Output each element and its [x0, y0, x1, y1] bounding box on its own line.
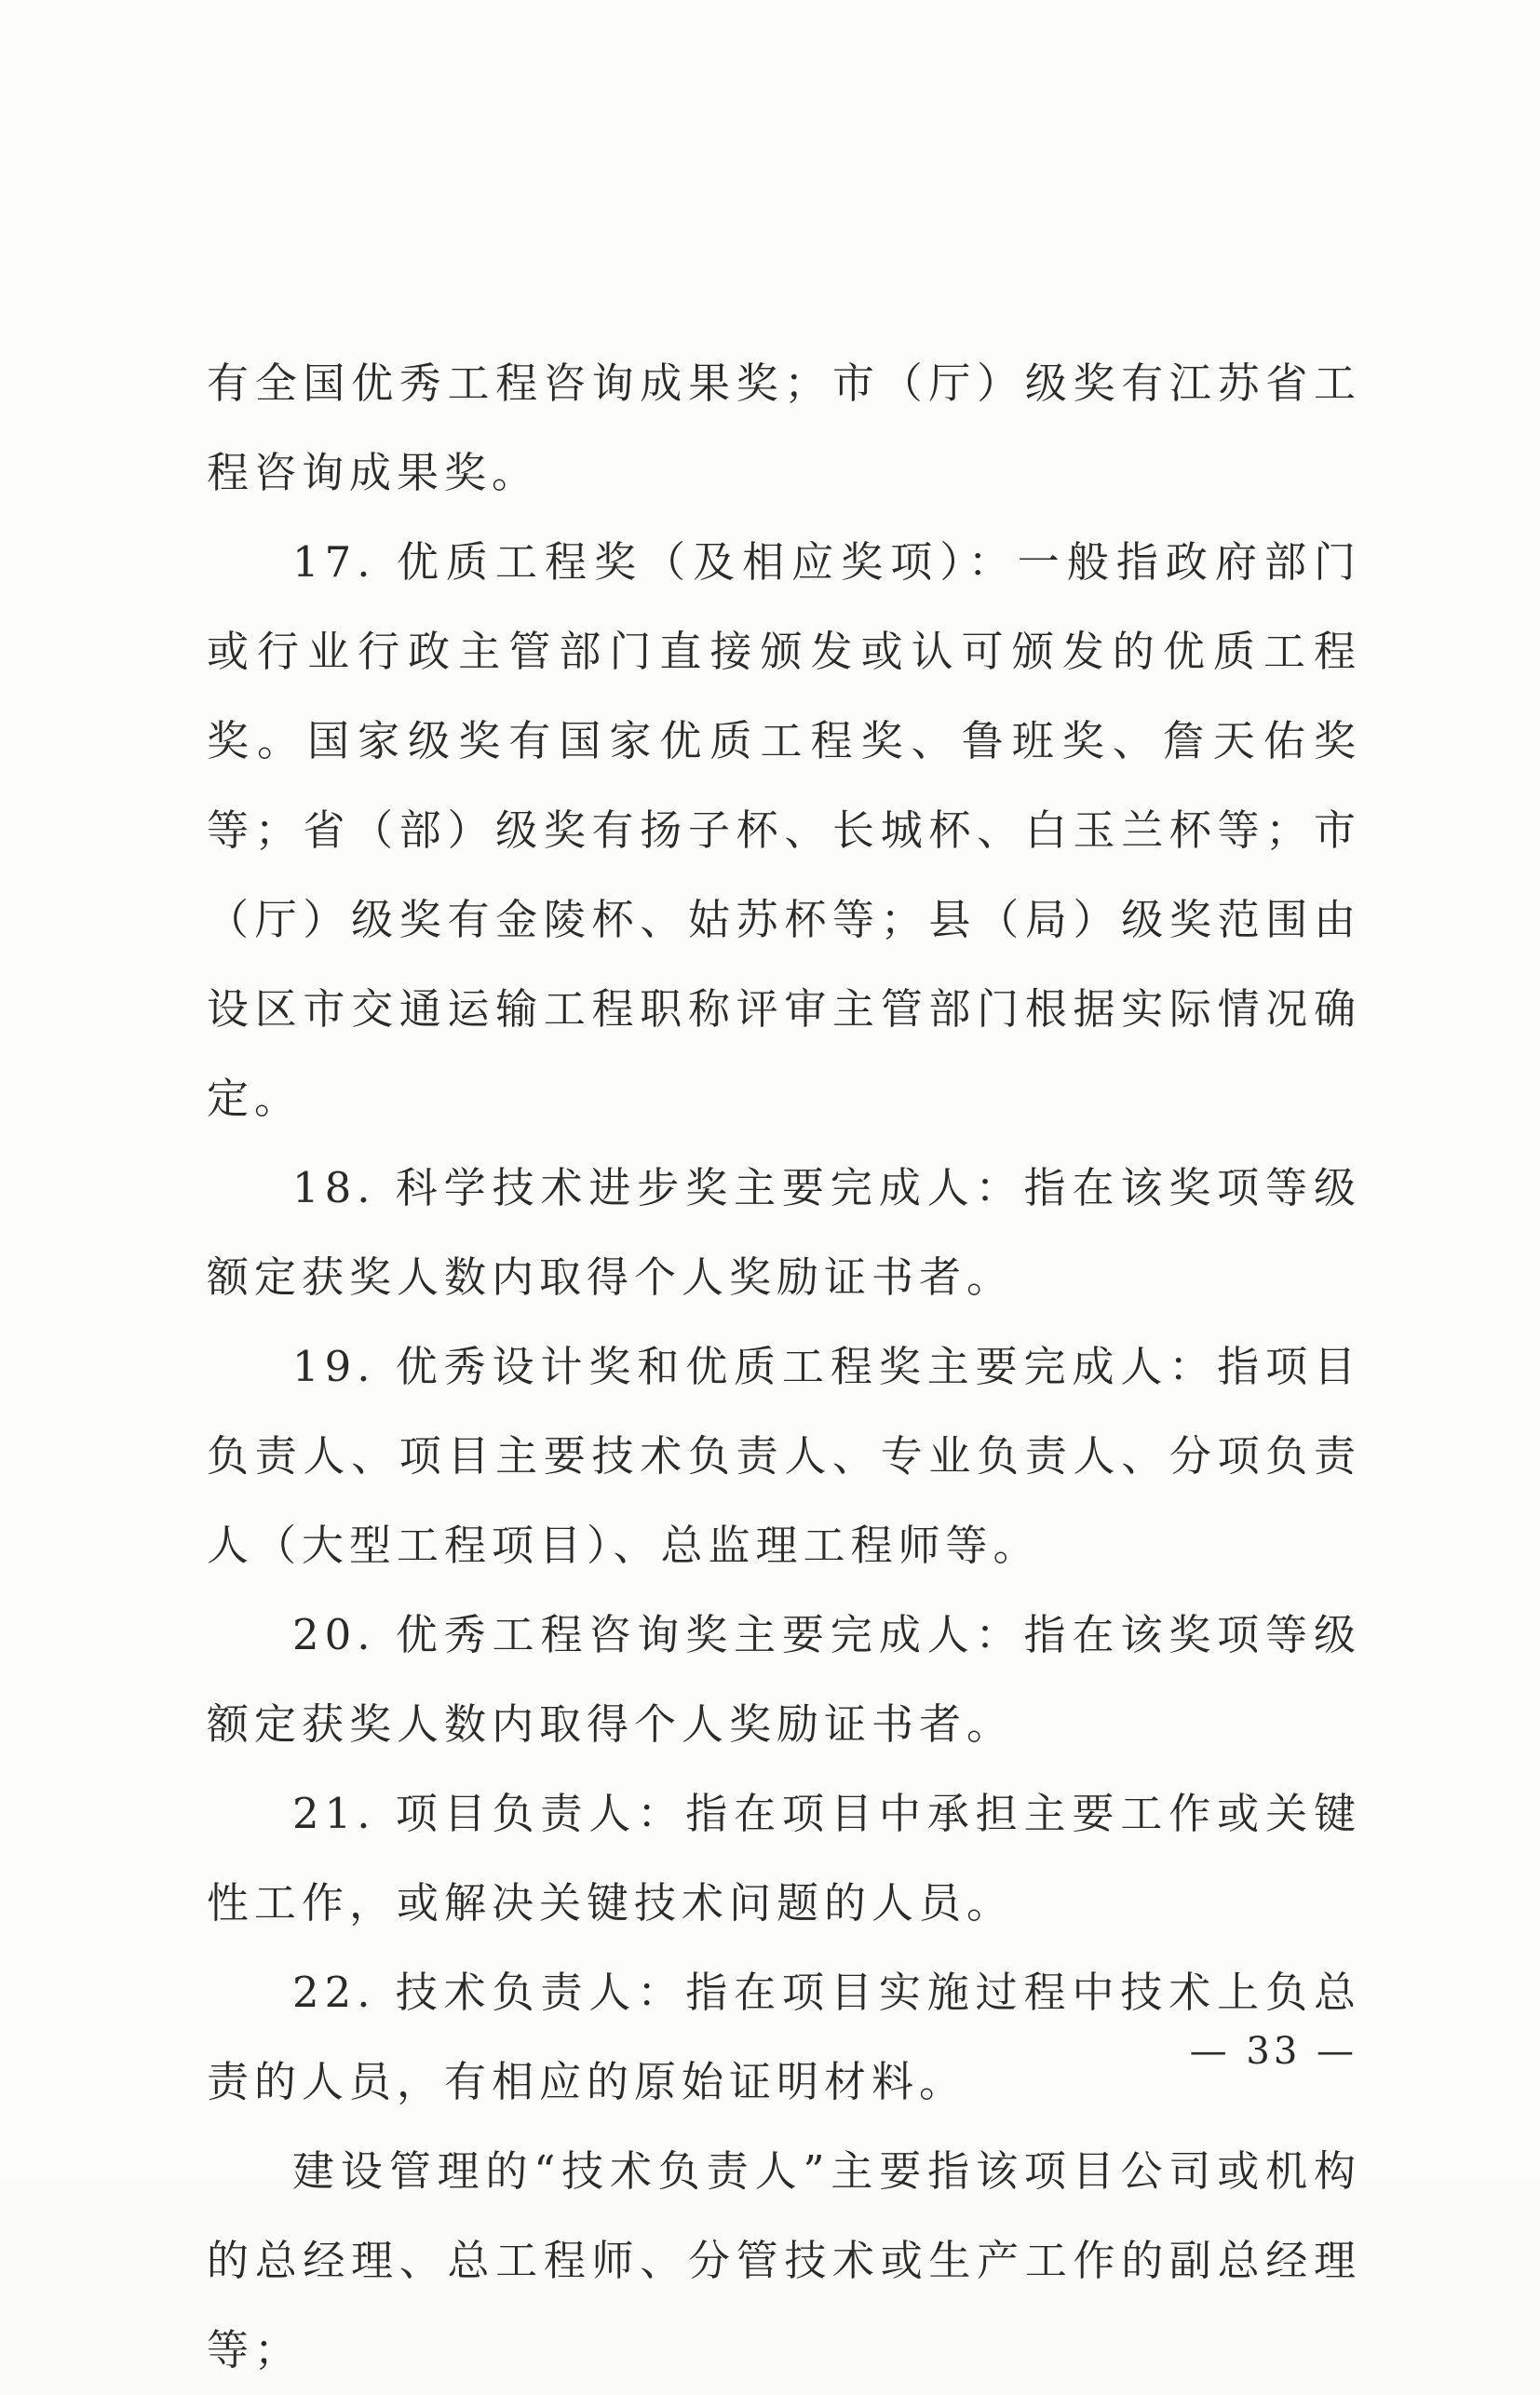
- document-body: [207, 339, 1361, 2395]
- paragraph-item-22: 22. 技术负责人：指在项目实施过程中技术上负总责的人员，有相应的原始证明材料。: [207, 1968, 1361, 2106]
- paragraph-tech-lead-note: 建设管理的“技术负责人”主要指该项目公司或机构的总经理、总工程师、分管技术或生产工作的副总经理等；: [207, 2146, 1361, 2375]
- paragraph-item-19: 19. 优秀设计奖和优质工程奖主要完成人：指项目负责人、项目主要技术负责人、专业负责人、分项负责人（大型工程项目）、总监理工程师等。: [207, 1342, 1361, 1570]
- paragraph-item-20: 20. 优秀工程咨询奖主要完成人：指在该奖项等级额定获奖人数内取得个人奖励证书者。: [207, 1610, 1361, 1749]
- paragraph-continuation: 有全国优秀工程咨询成果奖；市（厅）级奖有江苏省工程咨询成果奖。: [207, 359, 1361, 497]
- paragraph-item-17: 17. 优质工程奖（及相应奖项）：一般指政府部门或行业行政主管部门直接颁发或认可颁发的优质工程奖。国家级奖有国家优质工程奖、鲁班奖、詹天佑奖等；省（部）级奖有扬子杯、长城杯、白玉兰杯等；市（厅）级奖有金陵杯、姑苏杯等；县（局）级奖范围由设区市交通运输工程职称评审主管部门根据实际情况确定。: [207, 537, 1361, 1123]
- paragraph-item-18: 18. 科学技术进步奖主要完成人：指在该奖项等级额定获奖人数内取得个人奖励证书者。: [207, 1163, 1361, 1302]
- page-number: — 33 —: [1189, 2030, 1358, 2073]
- paragraph-item-21: 21. 项目负责人：指在项目中承担主要工作或关键性工作，或解决关键技术问题的人员。: [207, 1789, 1361, 1928]
